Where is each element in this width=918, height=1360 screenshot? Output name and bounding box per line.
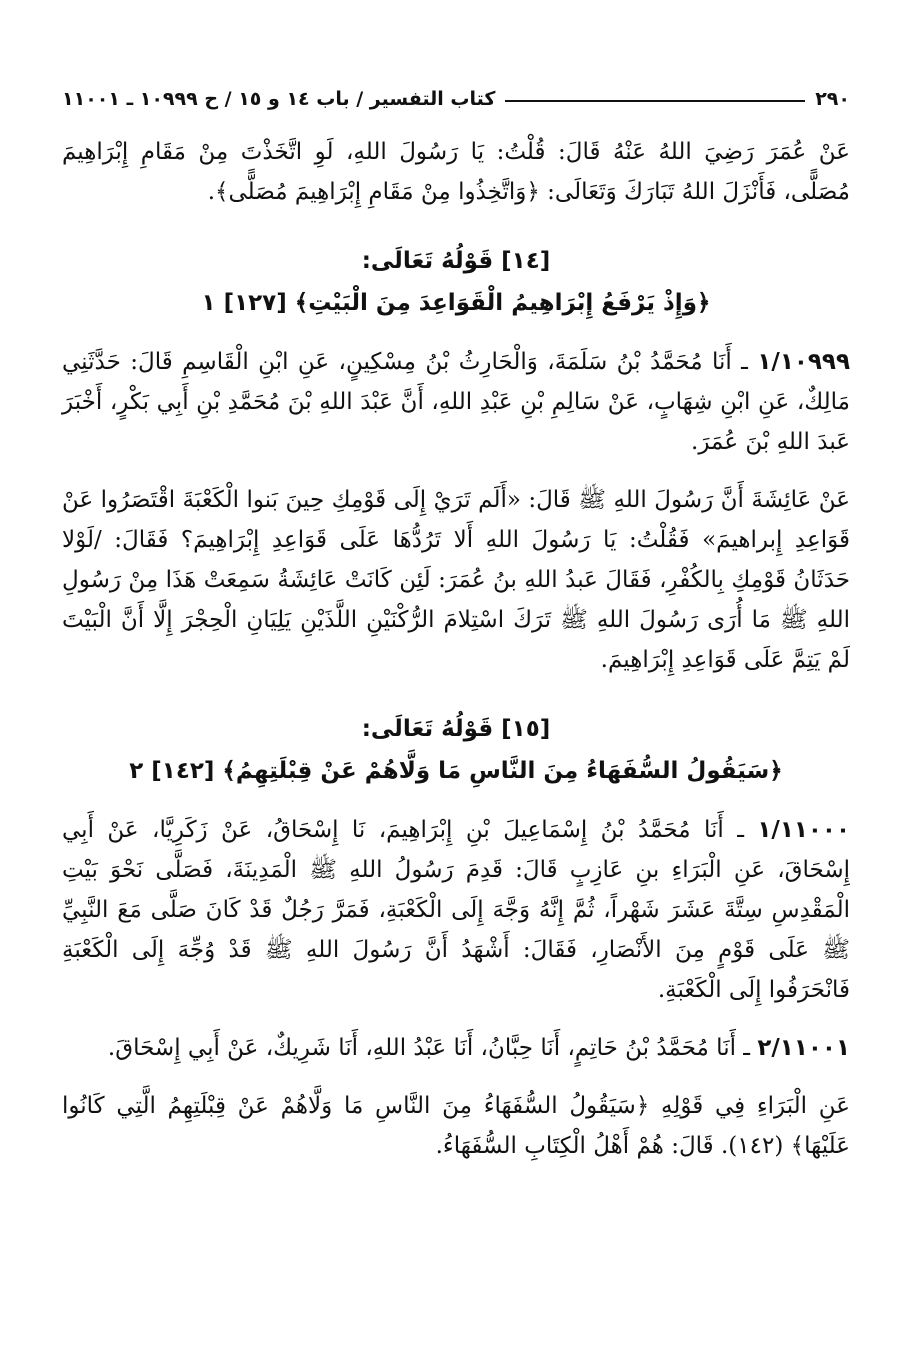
header-rule [505, 100, 805, 102]
running-header [62, 80, 850, 110]
hadith-11000-paragraph [62, 810, 850, 1010]
page-number: ٢٩٠ [815, 88, 850, 110]
hadith-11001-isnad-paragraph [62, 1028, 850, 1068]
hadith-text: ـ أَنَا مُحَمَّدُ بْنُ إِسْمَاعِيلَ بْنِ إِبْرَاهِيمَ، نَا إِسْحَاقُ، عَنْ زَكَرِيَّا، عَنْ أَبِي إِسْحَاقَ، عَنِ الْبَرَاءِ بنِ عَازِبٍ قَالَ: قَدِمَ رَسُولُ اللهِ ﷺ الْمَدِينَةَ، فَصَلَّى نَحْوَ بَيْتِ الْمَقْدِسِ سِتَّةَ عَشَرَ شَهْراً، ثُمَّ إِنَّهُ وَجَّهَ إِلَى الْكَعْبَةِ، فَمَرَّ رَجُلٌ قَدْ كَانَ صَلَّى مَعَ النَّبِيِّ ﷺ عَلَى قَوْمٍ مِنَ الأَنْصَارِ، فَقَالَ: أَشْهَدُ أَنَّ رَسُولَ اللهِ ﷺ قَدْ وُجِّهَ إِلَى الْكَعْبَةِ فَانْحَرَفُوا إِلَى الْكَعْبَةِ. [62, 817, 850, 1003]
hadith-isnad: ـ أَنَا مُحَمَّدُ بْنُ حَاتِمٍ، أَنَا حِبَّانُ، أَنَا عَبْدُ اللهِ، أَنَا شَرِيكٌ، عَنْ أَبِي إِسْحَاقَ. [107, 1035, 751, 1061]
opening-paragraph [62, 132, 850, 212]
section-15-title: [١٥] قَوْلُهُ تَعَالَى: [361, 716, 551, 742]
hadith-isnad: ـ أَنَا مُحَمَّدُ بْنُ سَلَمَةَ، وَالْحَارِثُ بْنُ مِسْكِينٍ، عَنِ ابْنِ الْقَاسِمِ قَالَ: حَدَّثَنِي مَالِكٌ، عَنِ ابْنِ شِهَابٍ، عَنْ سَالِمِ بْنِ عَبْدِ اللهِ، أَنَّ عَبْدَ اللهِ بْنَ مُحَمَّدِ بْنِ أَبِي بَكْرٍ، أَخْبَرَ عَبدَ اللهِ بْنَ عُمَرَ. [62, 349, 850, 455]
section-14-heading [62, 240, 850, 324]
hadith-matn: عَنْ عَائِشَةَ أَنَّ رَسُولَ اللهِ ﷺ قَالَ: «أَلَم تَرَيْ إِلَى قَوْمِكِ حِينَ بَنوا الْكَعْبَةَ اقْتَصَرُوا عَنْ قَوَاعِدِ إِبراهيمَ» فَقُلْتُ: يَا رَسُولَ اللهِ أَلا تَرُدُّهَا عَلَى قَوَاعِدِ إِبْرَاهِيمَ؟ فَقَالَ: /لَوْلا حَدَثَانُ قَوْمِكِ بِالكُفْرِ، فَقَالَ عَبدُ اللهِ بنُ عُمَرَ: لَئِن كَانَتْ عَائِشَةُ سَمِعَتْ هَذَا مِنْ رَسُولِ اللهِ ﷺ مَا أُرَى رَسُولَ اللهِ ﷺ تَرَكَ اسْتِلامَ الرُّكْنَيْنِ اللَّذَيْنِ يَلِيَانِ الْحِجْرَ إِلَّا أَنَّ الْبَيْتَ لَمْ يَتِمَّ عَلَى قَوَاعِدِ إِبْرَاهِيمَ. [62, 487, 850, 673]
running-title: كتاب التفسير / باب ١٤ و ١٥ / ح ١٠٩٩٩ ـ ١١٠٠١ [62, 88, 496, 110]
hadith-number: ١/١٠٩٩٩ [757, 349, 851, 375]
section-14-verse: ﴿وَإِذْ يَرْفَعُ إِبْرَاهِيمُ الْقَوَاعِدَ مِنَ الْبَيْتِ﴾ [١٢٧] ١ [201, 290, 711, 316]
hadith-10999 [62, 342, 850, 680]
hadith-11001 [62, 1028, 850, 1166]
hadith-number: ١/١١٠٠٠ [757, 817, 851, 843]
hadith-number: ٢/١١٠٠١ [757, 1035, 850, 1061]
section-15-verse: ﴿سَيَقُولُ السُّفَهَاءُ مِنَ النَّاسِ مَا وَلَّاهُمْ عَنْ قِبْلَتِهِمُ﴾ [١٤٢] ٢ [129, 758, 783, 784]
hadith-11000 [62, 810, 850, 1010]
opening-text: عَنْ عُمَرَ رَضِيَ اللهُ عَنْهُ قَالَ: قُلْتُ: يَا رَسُولَ اللهِ، لَوِ اتَّخَذْتَ مِنْ مَقَامِ إِبْرَاهِيمَ مُصَلًّى، فَأَنْزَلَ اللهُ تَبَارَكَ وَتَعَالَى: ﴿وَاتَّخِذُوا مِنْ مَقَامِ إِبْرَاهِيمَ مُصَلًّى﴾. [62, 139, 850, 205]
hadith-10999-isnad-paragraph [62, 342, 850, 462]
section-14-title: [١٤] قَوْلُهُ تَعَالَى: [361, 248, 551, 274]
hadith-matn: عَنِ الْبَرَاءِ فِي قَوْلِهِ ﴿سَيَقُولُ السُّفَهَاءُ مِنَ النَّاسِ مَا وَلَّاهُمْ عَنْ قِبْلَتِهِمُ الَّتِي كَانُوا عَلَيْهَا﴾ (١٤٢). قَالَ: هُمْ أَهْلُ الْكِتَابِ السُّفَهَاءُ. [62, 1093, 850, 1159]
section-15-heading [62, 708, 850, 792]
